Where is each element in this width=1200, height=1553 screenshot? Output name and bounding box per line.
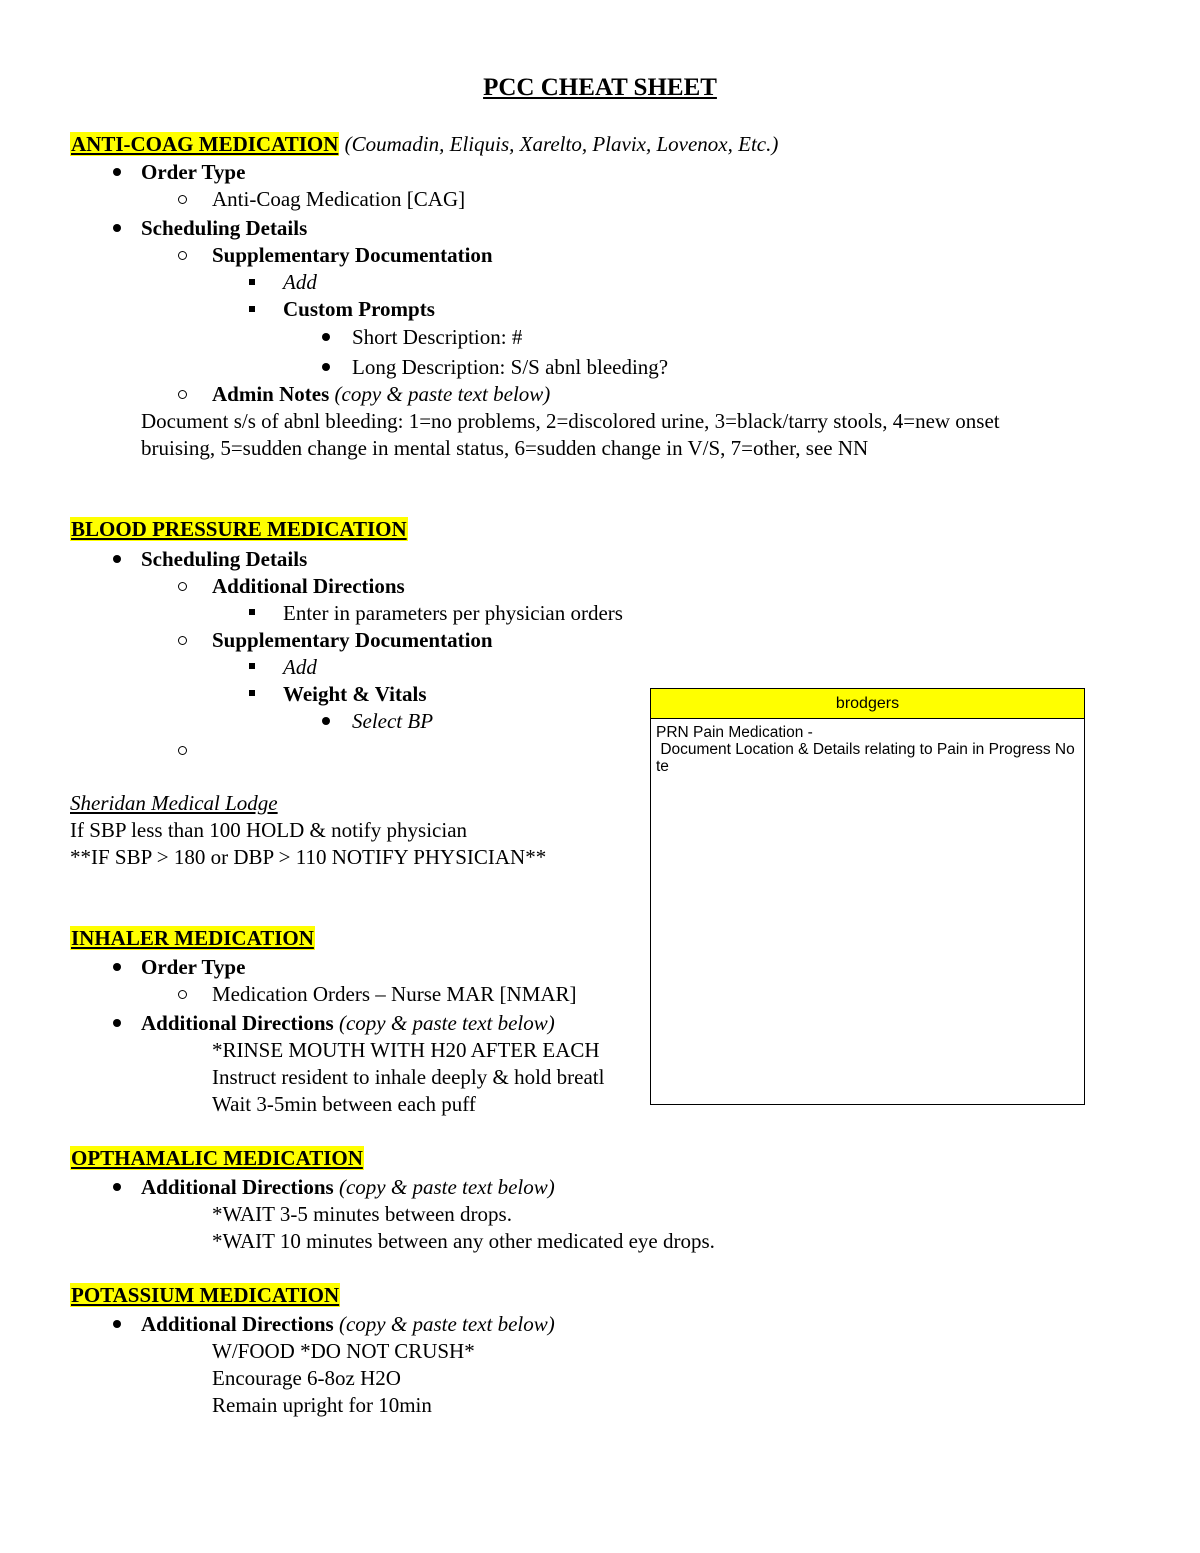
bullet-dot-icon	[322, 717, 330, 725]
bullet-dot-icon	[113, 168, 121, 176]
bp-select-bp: Select BP	[352, 709, 434, 733]
inhaler-additional-directions: Additional Directions	[141, 1011, 334, 1035]
bullet-dot-icon	[113, 1320, 121, 1328]
ophthalmic-section-header	[70, 1148, 364, 1169]
bullet-dot-icon	[113, 1183, 121, 1191]
anticoag-long-desc: Long Description: S/S abnl bleeding?	[352, 355, 669, 379]
bp-scheduling: Scheduling Details	[141, 547, 308, 571]
bullet-square-icon	[249, 690, 255, 696]
anticoag-order-type: Order Type	[141, 160, 246, 184]
inhaler-line3: Wait 3-5min between each puff	[212, 1092, 476, 1116]
bullet-dot-icon	[113, 963, 121, 971]
comment-text[interactable]: PRN Pain Medication - Document Location & Details relating to Pain in Progress Note	[656, 724, 1075, 775]
bullet-dot-icon	[322, 333, 330, 341]
inhaler-heading: INHALER MEDICATION	[71, 926, 314, 950]
inhaler-copy-paste: (copy & paste text below)	[338, 1011, 555, 1035]
inhaler-line1: *RINSE MOUTH WITH H20 AFTER EACH	[212, 1038, 600, 1062]
potassium-section-header	[70, 1285, 340, 1306]
bullet-dot-icon	[113, 1019, 121, 1027]
bullet-square-icon	[249, 279, 255, 285]
anticoag-doc-line1: Document s/s of abnl bleeding: 1=no problems, 2=discolored urine, 3=black/tarry stools, 4=new onset	[141, 409, 1000, 433]
bullet-circle-icon	[178, 251, 187, 260]
bp-rule2: **IF SBP > 180 or DBP > 110 NOTIFY PHYSICIAN**	[70, 845, 547, 869]
potassium-heading: POTASSIUM MEDICATION	[71, 1283, 340, 1307]
ophthalmic-additional-directions: Additional Directions	[141, 1175, 334, 1199]
bp-weight-vitals: Weight & Vitals	[283, 682, 427, 706]
anticoag-copy-paste: (copy & paste text below)	[334, 382, 551, 406]
inhaler-section-header	[70, 928, 315, 949]
bp-heading: BLOOD PRESSURE MEDICATION	[71, 517, 407, 541]
bp-additional-directions: Additional Directions	[212, 574, 405, 598]
bp-section-header	[70, 519, 408, 540]
bullet-square-icon	[249, 306, 255, 312]
anticoag-heading: ANTI-COAG MEDICATION	[71, 132, 339, 156]
ophthalmic-line2: *WAIT 10 minutes between any other medicated eye drops.	[212, 1229, 715, 1253]
bullet-dot-icon	[113, 555, 121, 563]
potassium-copy-paste: (copy & paste text below)	[338, 1312, 555, 1336]
anticoag-section-header	[70, 134, 778, 155]
anticoag-scheduling: Scheduling Details	[141, 216, 308, 240]
bullet-square-icon	[249, 609, 255, 615]
potassium-line2: Encourage 6-8oz H2O	[212, 1366, 401, 1390]
anticoag-doc-line2: bruising, 5=sudden change in mental status, 6=sudden change in V/S, 7=other, see NN	[141, 436, 869, 460]
potassium-line1: W/FOOD *DO NOT CRUSH*	[212, 1339, 475, 1363]
potassium-additional-directions-line	[141, 1314, 555, 1335]
inhaler-order-type-value: Medication Orders – Nurse MAR [NMAR]	[212, 982, 577, 1006]
bullet-circle-icon	[178, 990, 187, 999]
anticoag-supp-doc: Supplementary Documentation	[212, 243, 493, 267]
anticoag-order-type-value: Anti-Coag Medication [CAG]	[212, 187, 466, 211]
inhaler-order-type: Order Type	[141, 955, 246, 979]
bullet-circle-icon	[178, 195, 187, 204]
ophthalmic-additional-directions-line	[141, 1177, 555, 1198]
potassium-additional-directions: Additional Directions	[141, 1312, 334, 1336]
bullet-dot-icon	[113, 224, 121, 232]
inhaler-line2: Instruct resident to inhale deeply & hold breatl	[212, 1065, 605, 1089]
bullet-circle-icon	[178, 636, 187, 645]
anticoag-admin-notes: Admin Notes	[212, 382, 330, 406]
page-title: PCC CHEAT SHEET	[483, 74, 717, 101]
bp-supp-doc: Supplementary Documentation	[212, 628, 493, 652]
review-comment-box[interactable]	[650, 688, 1085, 1105]
anticoag-custom-prompts: Custom Prompts	[283, 297, 435, 321]
bp-facility: Sheridan Medical Lodge	[70, 791, 278, 815]
ophthalmic-line1: *WAIT 3-5 minutes between drops.	[212, 1202, 512, 1226]
bullet-circle-icon	[178, 390, 187, 399]
ophthalmic-heading: OPTHAMALIC MEDICATION	[71, 1146, 363, 1170]
bp-rule1: If SBP less than 100 HOLD & notify physician	[70, 818, 468, 842]
comment-author: brodgers	[651, 689, 1084, 719]
inhaler-additional-directions-line	[141, 1013, 555, 1034]
bullet-dot-icon	[322, 363, 330, 371]
bp-enter-params: Enter in parameters per physician orders	[283, 601, 623, 625]
anticoag-admin-notes-line	[212, 384, 550, 405]
bullet-square-icon	[249, 663, 255, 669]
potassium-line3: Remain upright for 10min	[212, 1393, 432, 1417]
anticoag-add: Add	[283, 270, 317, 294]
ophthalmic-copy-paste: (copy & paste text below)	[338, 1175, 555, 1199]
bp-add: Add	[283, 655, 317, 679]
bullet-circle-icon	[178, 746, 187, 755]
bullet-circle-icon	[178, 582, 187, 591]
anticoag-examples: (Coumadin, Eliquis, Xarelto, Plavix, Lovenox, Etc.)	[344, 132, 779, 156]
anticoag-short-desc: Short Description: #	[352, 325, 523, 349]
